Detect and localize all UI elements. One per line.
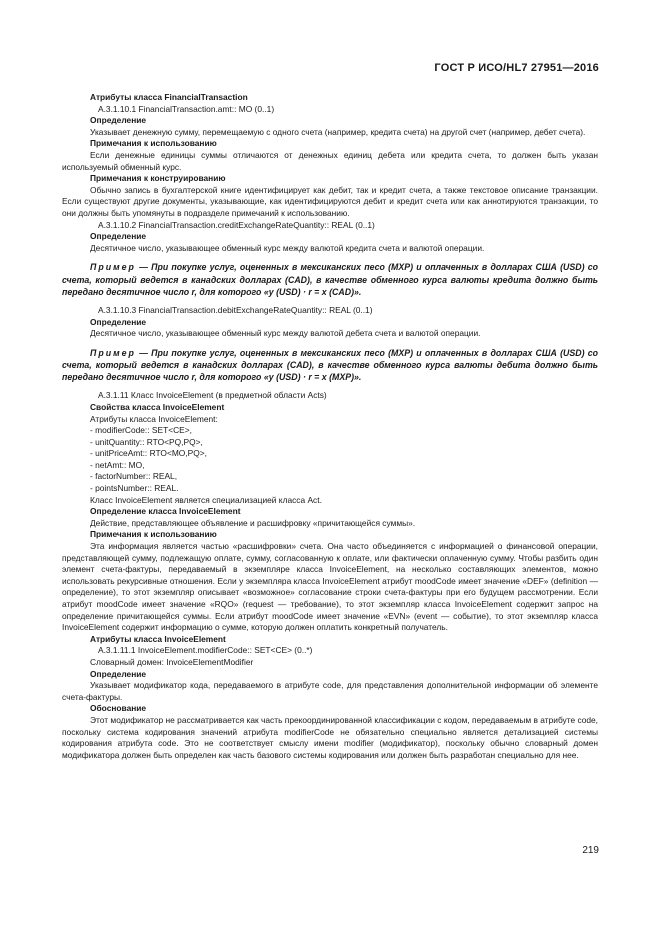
example-lead: Пример xyxy=(90,347,136,358)
rationale-heading: Обоснование xyxy=(90,703,147,714)
attribute-id: А.3.1.10.1 FinancialTransaction.amt:: MO (0..1) xyxy=(98,103,275,114)
section-heading: Атрибуты класса InvoiceElement xyxy=(90,633,226,644)
list-item: - unitPriceAmt:: RTO<MO,PQ>, xyxy=(90,448,207,459)
list-item: - unitQuantity:: RTO<PQ,PQ>, xyxy=(90,436,203,447)
example-lead: Пример xyxy=(90,262,136,273)
construction-notes-heading: Примечания к конструированию xyxy=(90,173,226,184)
example-paragraph xyxy=(62,347,598,384)
definition-text: Указывает модификатор кода, передаваемого в атрибуте code, для представления дополнительной информации об элементе счета-фактуры. xyxy=(62,680,598,702)
definition-text: Десятичное число, указывающее обменный курс между валютой дебета счета и валютой операции. xyxy=(90,328,481,339)
definition-heading: Определение xyxy=(90,668,147,679)
rationale-text: Этот модификатор не рассматривается как часть прекоординированной классификации с кодом, передаваемым в атрибуте code, поскольку система кодирования значений атрибута modifierCode не обязательно специально является детализацией системы кодирования атрибута code. Это не соответствует смыслу имени modifier (модификатор), поскольку обычно словарный домен модификатора должен быть определен как часть базового системы кодирования или должен быть разработан специально для нее. xyxy=(62,714,598,760)
class-definition-heading: Определение класса InvoiceElement xyxy=(90,506,241,517)
example-text: — При покупке услуг, оцененных в мексиканских песо (MXP) и оплаченных в долларах США (USD) со счета, который ведется в канадских долларах (CAD), в качестве обменного курса валюты дебита должно быть передано десятичное число r, для которого «y (USD) · r = x (MXP)». xyxy=(62,347,598,383)
document-header: ГОСТ Р ИСО/HL7 27951—2016 xyxy=(434,62,599,74)
section-heading: Атрибуты класса FinancialTransaction xyxy=(90,92,248,102)
list-item: - factorNumber:: REAL, xyxy=(90,471,178,482)
usage-notes-text: Эта информация является частью «расшифровки» счета. Она часто объединяется с информацией о финансовой операции, представляющей сумму, подлежащую оплате, сумму, согласованную к оплате, или фактически оплаченную сумму. Чтобы разбить один элемент счета-фактуры, передаваемый в экземпляре класса InvoiceElement, на несколько составляющих элементов, можно использовать рекурсивные отношения. Если у экземпляра класса InvoiceElement атрибут moodCode имеет значение «DEF» (definition — определение), то этот экземпляр описывает «возможное» согласование строки счета-фактуры при его будущем рассмотрении. Если атрибут moodCode имеет значение «RQO» (request — требование), то этот экземпляр класса InvoiceElement содержит запрос на определение причитающейся суммы. Если атрибут moodCode имеет значение «EVN» (event — событие), то этот экземпляр класса InvoiceElement содержит информацию о сумме, которую должен оплатить конкретный получатель. xyxy=(62,541,598,633)
construction-notes-text: Обычно запись в бухгалтерской книге идентифицирует как дебит, так и кредит счета, а также текстовое описание транзакции. Если существуют другие документы, указывающие, как идентифицируются дебит и кредит счета или как аннотируются транзакции, то они должны быть упомянуты в подразделе примечаний к использованию. xyxy=(62,184,598,218)
attribute-id: А.3.1.10.2 FinancialTransaction.creditExchangeRateQuantity:: REAL (0..1) xyxy=(98,219,375,230)
definition-heading: Определение xyxy=(90,316,147,327)
class-properties-heading: Свойства класса InvoiceElement xyxy=(90,401,225,412)
specialization-text: Класс InvoiceElement является специализацией класса Act. xyxy=(90,494,322,505)
usage-notes-heading: Примечания к использованию xyxy=(90,529,217,540)
attribute-id: А.3.1.10.3 FinancialTransaction.debitExchangeRateQuantity:: REAL (0..1) xyxy=(98,304,373,315)
list-item: - pointsNumber:: REAL. xyxy=(90,483,179,494)
class-definition-text: Действие, представляющее объявление и расшифровку «причитающейся суммы». xyxy=(90,517,416,528)
class-id: А.3.1.11 Класс InvoiceElement (в предметной области Acts) xyxy=(98,390,327,401)
definition-text: Указывает денежную сумму, перемещаемую с одного счета (например, кредита счета) на другой счет (например, дебет счета). xyxy=(90,126,586,137)
example-paragraph xyxy=(62,261,598,298)
definition-heading: Определение xyxy=(90,231,147,242)
usage-notes-text: Если денежные единицы суммы отличаются от денежных единиц дебета или кредита счета, то должен быть указан используемый обменный курс. xyxy=(62,149,598,172)
attribute-id: А.3.1.11.1 InvoiceElement.modifierCode:: SET<CE> (0..*) xyxy=(98,645,313,656)
example-text: — При покупке услуг, оцененных в мексиканских песо (MXP) и оплаченных в долларах США (USD) со счета, который ведется в канадских долларах (CAD), в качестве обменного курса валюты кредита должно быть передано десятичное число r, для которого «y (USD) · r = x (CAD)». xyxy=(62,262,598,297)
usage-notes-heading: Примечания к использованию xyxy=(90,138,217,149)
definition-heading: Определение xyxy=(90,115,147,126)
list-item: - netAmt:: MO, xyxy=(90,459,145,470)
definition-text: Десятичное число, указывающее обменный курс между валютой кредита счета и валютой операции. xyxy=(90,242,485,253)
attribute-list xyxy=(62,425,598,495)
page-number: 219 xyxy=(582,845,599,856)
list-item: - modifierCode:: SET<CE>, xyxy=(90,425,192,436)
page-content xyxy=(62,92,598,761)
attributes-label: Атрибуты класса InvoiceElement: xyxy=(90,413,218,424)
vocabulary-domain: Словарный домен: InvoiceElementModifier xyxy=(90,656,254,667)
